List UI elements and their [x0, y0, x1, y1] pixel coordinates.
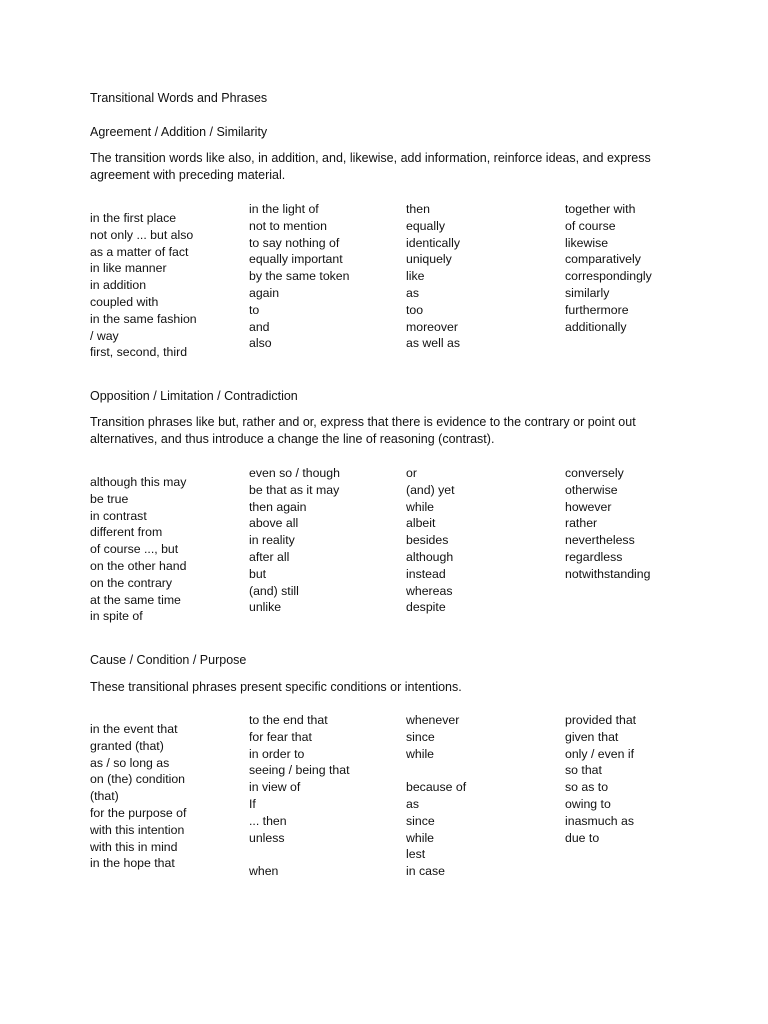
- transition-phrase: by the same token: [249, 269, 350, 284]
- transition-phrase: otherwise: [565, 482, 618, 497]
- transition-phrase: in reality: [249, 533, 295, 548]
- transition-phrase: as a matter of fact: [90, 244, 189, 259]
- transition-phrase: despite: [406, 600, 446, 615]
- transition-phrase: besides: [406, 533, 449, 548]
- section-description: These transitional phrases present specific conditions or intentions.: [90, 680, 462, 694]
- transition-phrase: for the purpose of: [90, 805, 187, 820]
- phrase-column: [90, 474, 186, 625]
- transition-phrase: lest: [406, 847, 426, 862]
- transition-phrase: in the hope that: [90, 856, 175, 871]
- transition-phrase: even so / though: [249, 466, 340, 480]
- transition-phrase: in addition: [90, 278, 147, 293]
- section-description: Transition phrases like but, rather and or, express that there is evidence to the contrary or point out alternatives, and thus introduce a change the line of reasoning (contrast).: [90, 415, 636, 446]
- transition-phrase: albeit: [406, 516, 436, 531]
- transition-phrase: given that: [565, 729, 619, 744]
- transition-phrase: furthermore: [565, 302, 629, 317]
- blank-line: [249, 846, 350, 863]
- transition-phrase: while: [406, 746, 435, 761]
- transition-phrase: equally: [406, 218, 445, 233]
- section-heading: Agreement / Addition / Similarity: [90, 125, 268, 139]
- transition-phrase: likewise: [565, 235, 609, 250]
- transition-phrase: while: [406, 499, 435, 514]
- transition-phrase: (and) yet: [406, 482, 455, 497]
- transition-phrase: after all: [249, 549, 290, 564]
- transition-phrase: of course: [565, 218, 616, 233]
- transition-phrase: then: [406, 202, 430, 216]
- transition-phrase: like: [406, 269, 425, 284]
- transition-phrase: rather: [565, 516, 598, 531]
- transition-phrase: to say nothing of: [249, 235, 340, 250]
- transition-phrase: different from: [90, 525, 163, 540]
- transition-phrase: whereas: [406, 583, 453, 598]
- transition-phrase: but: [249, 566, 267, 581]
- transition-phrase: unless: [249, 830, 285, 845]
- transition-phrase: owing to: [565, 796, 611, 811]
- transition-phrase: nevertheless: [565, 533, 635, 548]
- transition-phrase: in spite of: [90, 609, 143, 624]
- transition-phrase: since: [406, 813, 435, 828]
- transition-phrase: coupled with: [90, 294, 159, 309]
- transition-phrase: so that: [565, 763, 602, 778]
- transition-phrase: provided that: [565, 713, 637, 727]
- transition-phrase: in order to: [249, 746, 305, 761]
- transition-phrase: with this intention: [90, 822, 185, 837]
- transition-phrase: due to: [565, 830, 600, 845]
- transition-phrase: notwithstanding: [565, 566, 651, 581]
- transition-phrase: to: [249, 302, 260, 317]
- transition-phrase: ... then: [249, 813, 287, 828]
- transition-phrase: however: [565, 499, 612, 514]
- transition-phrase: comparatively: [565, 252, 641, 267]
- phrase-column: [406, 465, 455, 616]
- transition-phrase: conversely: [565, 466, 624, 480]
- transition-phrase: in contrast: [90, 508, 147, 523]
- phrase-column: [90, 721, 186, 872]
- transition-phrase: correspondingly: [565, 269, 652, 284]
- transition-phrase: in the same fashion: [90, 311, 197, 326]
- transition-phrase: inasmuch as: [565, 813, 635, 828]
- transition-phrase: for fear that: [249, 729, 312, 744]
- transition-phrase: to the end that: [249, 713, 328, 727]
- phrase-column: [249, 465, 340, 616]
- transition-phrase: together with: [565, 202, 636, 216]
- transition-phrase: similarly: [565, 285, 610, 300]
- phrase-column: [249, 712, 350, 880]
- transition-phrase: while: [406, 830, 435, 845]
- transition-phrase: in the light of: [249, 202, 319, 216]
- transition-phrase: on (the) condition: [90, 772, 186, 787]
- transition-phrase: above all: [249, 516, 299, 531]
- transition-phrase: If: [249, 796, 256, 811]
- transition-phrase: again: [249, 285, 280, 300]
- transition-phrase: in view of: [249, 780, 301, 795]
- transition-phrase: with this in mind: [90, 839, 178, 854]
- transition-phrase: (and) still: [249, 583, 299, 598]
- transition-phrase: as: [406, 796, 419, 811]
- transition-phrase: also: [249, 336, 272, 351]
- transition-phrase: whenever: [406, 713, 460, 727]
- transition-phrase: additionally: [565, 319, 627, 334]
- transition-phrase: of course ..., but: [90, 542, 179, 557]
- section-description: The transition words like also, in addition, and, likewise, add information, reinforce ideas, and express agreement with preceding material.: [90, 151, 651, 182]
- section-heading: Opposition / Limitation / Contradiction: [90, 389, 298, 403]
- transition-phrase: not to mention: [249, 218, 327, 233]
- transition-phrase: not only ... but also: [90, 227, 194, 242]
- transition-phrase: identically: [406, 235, 460, 250]
- phrase-column: [406, 201, 460, 352]
- transition-phrase: first, second, third: [90, 345, 188, 360]
- transition-phrase: in the event that: [90, 722, 178, 736]
- transition-phrase: then again: [249, 499, 307, 514]
- transition-phrase: in the first place: [90, 211, 177, 225]
- transition-phrase: in case: [406, 864, 445, 879]
- transition-phrase: or: [406, 466, 417, 480]
- transition-phrase: on the contrary: [90, 575, 173, 590]
- transition-phrase: only / even if: [565, 746, 635, 761]
- transition-phrase: as / so long as: [90, 755, 170, 770]
- transition-phrase: uniquely: [406, 252, 452, 267]
- transition-phrase: on the other hand: [90, 558, 187, 573]
- transition-phrase: and: [249, 319, 270, 334]
- phrase-column: [565, 201, 652, 335]
- phrase-column: [249, 201, 349, 352]
- transition-phrase: as well as: [406, 336, 460, 351]
- transition-phrase: because of: [406, 780, 467, 795]
- phrase-column: [406, 712, 466, 880]
- transition-phrase: too: [406, 302, 424, 317]
- transition-phrase: at the same time: [90, 592, 181, 607]
- transition-phrase: in like manner: [90, 261, 167, 276]
- transition-phrase: so as to: [565, 780, 609, 795]
- transition-phrase: as: [406, 285, 419, 300]
- transition-phrase: regardless: [565, 549, 623, 564]
- phrase-column: [565, 465, 650, 583]
- transition-phrase: since: [406, 729, 435, 744]
- transition-phrase: although: [406, 549, 454, 564]
- transition-phrase: granted (that): [90, 738, 164, 753]
- transition-phrase: moreover: [406, 319, 458, 334]
- document-title: Transitional Words and Phrases: [90, 91, 268, 105]
- transition-phrase: although this may: [90, 475, 187, 489]
- transition-phrase: be true: [90, 491, 129, 506]
- transition-phrase: unlike: [249, 600, 282, 615]
- transition-phrase: instead: [406, 566, 446, 581]
- blank-line: [406, 762, 466, 779]
- transition-phrase: equally important: [249, 252, 343, 267]
- transition-phrase: seeing / being that: [249, 763, 350, 778]
- transition-phrase: (that): [90, 789, 119, 804]
- transition-phrase: when: [249, 864, 279, 879]
- section-heading: Cause / Condition / Purpose: [90, 653, 247, 667]
- phrase-column: [90, 210, 197, 361]
- phrase-column: [565, 712, 636, 846]
- transition-phrase: / way: [90, 328, 119, 343]
- transition-phrase: be that as it may: [249, 482, 340, 497]
